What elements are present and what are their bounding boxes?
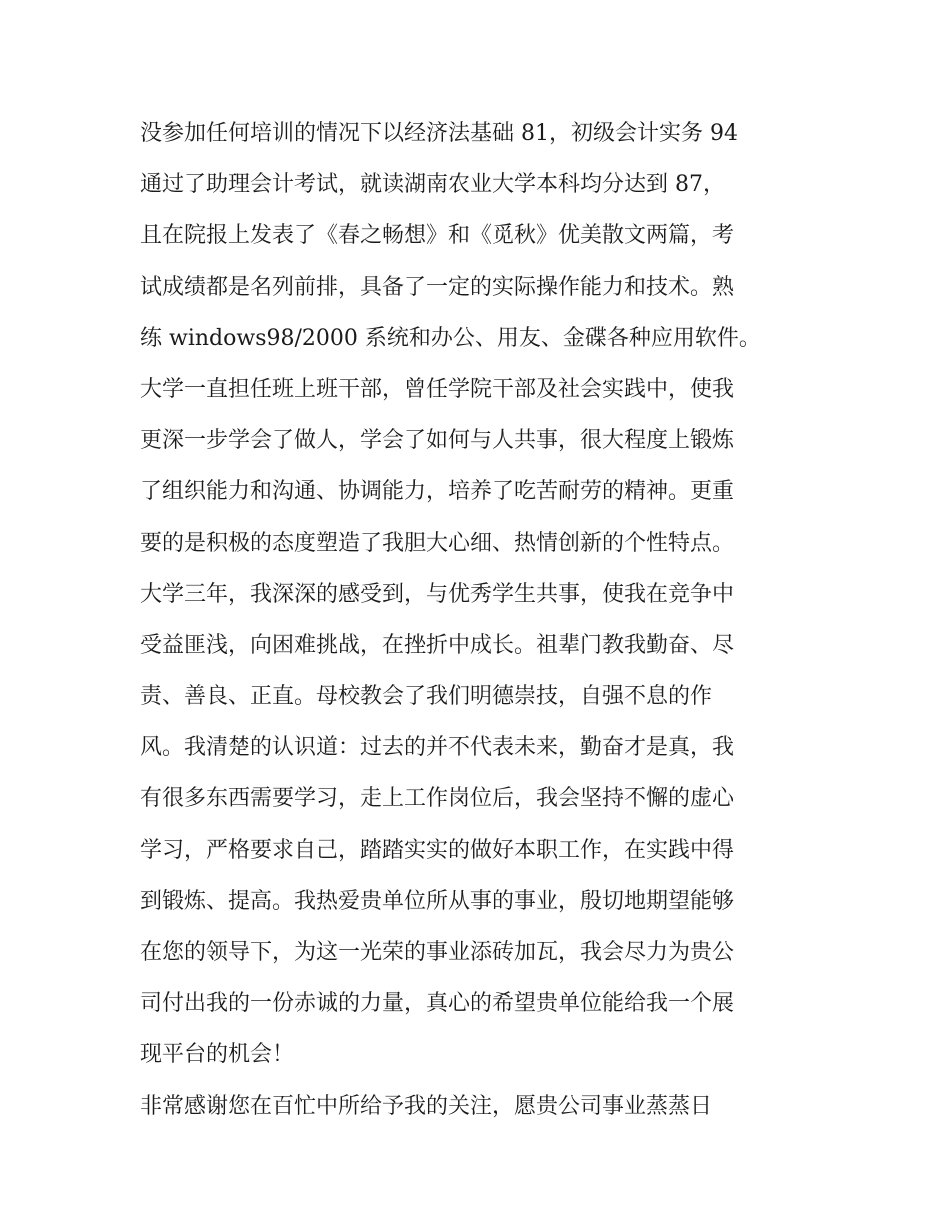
text-line-13: 风。我清楚的认识道：过去的并不代表未来，勤奋才是真，我: [140, 735, 735, 761]
text-line-11: 受益匪浅，向困难挑战，在挫折中成长。祖辈门教我勤奋、尽: [140, 632, 735, 658]
text-line-16: 到锻炼、提高。我热爱贵单位所从事的事业，殷切地期望能够: [140, 888, 735, 914]
text-line-4: 试成绩都是名列前排，具备了一定的实际操作能力和技术。熟: [140, 274, 735, 300]
text-line-2: 通过了助理会计考试，就读湖南农业大学本科均分达到 87，: [140, 172, 725, 198]
text-line-18: 司付出我的一份赤诚的力量，真心的希望贵单位能给我一个展: [140, 991, 735, 1017]
text-line-14: 有很多东西需要学习，走上工作岗位后，我会坚持不懈的虚心: [140, 786, 735, 812]
text-line-19: 现平台的机会！: [140, 1042, 295, 1068]
text-line-15: 学习，严格要求自己，踏踏实实的做好本职工作，在实践中得: [140, 837, 735, 863]
body-text: [140, 108, 830, 1132]
text-line-5: 练 windows98/2000 系统和办公、用友、金碟各种应用软件。: [140, 325, 761, 351]
text-line-7: 更深一步学会了做人，学会了如何与人共事，很大程度上锻炼: [140, 428, 735, 454]
text-line-6: 大学一直担任班上班干部，曾任学院干部及社会实践中，使我: [140, 376, 735, 402]
text-line-20: 非常感谢您在百忙中所给予我的关注，愿贵公司事业蒸蒸日: [140, 1093, 713, 1119]
text-line-3: 且在院报上发表了《春之畅想》和《觅秋》优美散文两篇，考: [140, 223, 735, 249]
text-line-9: 要的是积极的态度塑造了我胆大心细、热情创新的个性特点。: [140, 530, 735, 556]
text-line-17: 在您的领导下，为这一光荣的事业添砖加瓦，我会尽力为贵公: [140, 940, 735, 965]
text-line-1: 没参加任何培训的情况下以经济法基础 81，初级会计实务 94: [140, 121, 738, 146]
text-line-8: 了组织能力和沟通、协调能力，培养了吃苦耐劳的精神。更重: [140, 479, 735, 505]
text-line-10: 大学三年，我深深的感受到，与优秀学生共事，使我在竞争中: [140, 581, 735, 607]
text-line-12: 责、善良、正直。母校教会了我们明德崇技，自强不息的作: [140, 684, 713, 710]
